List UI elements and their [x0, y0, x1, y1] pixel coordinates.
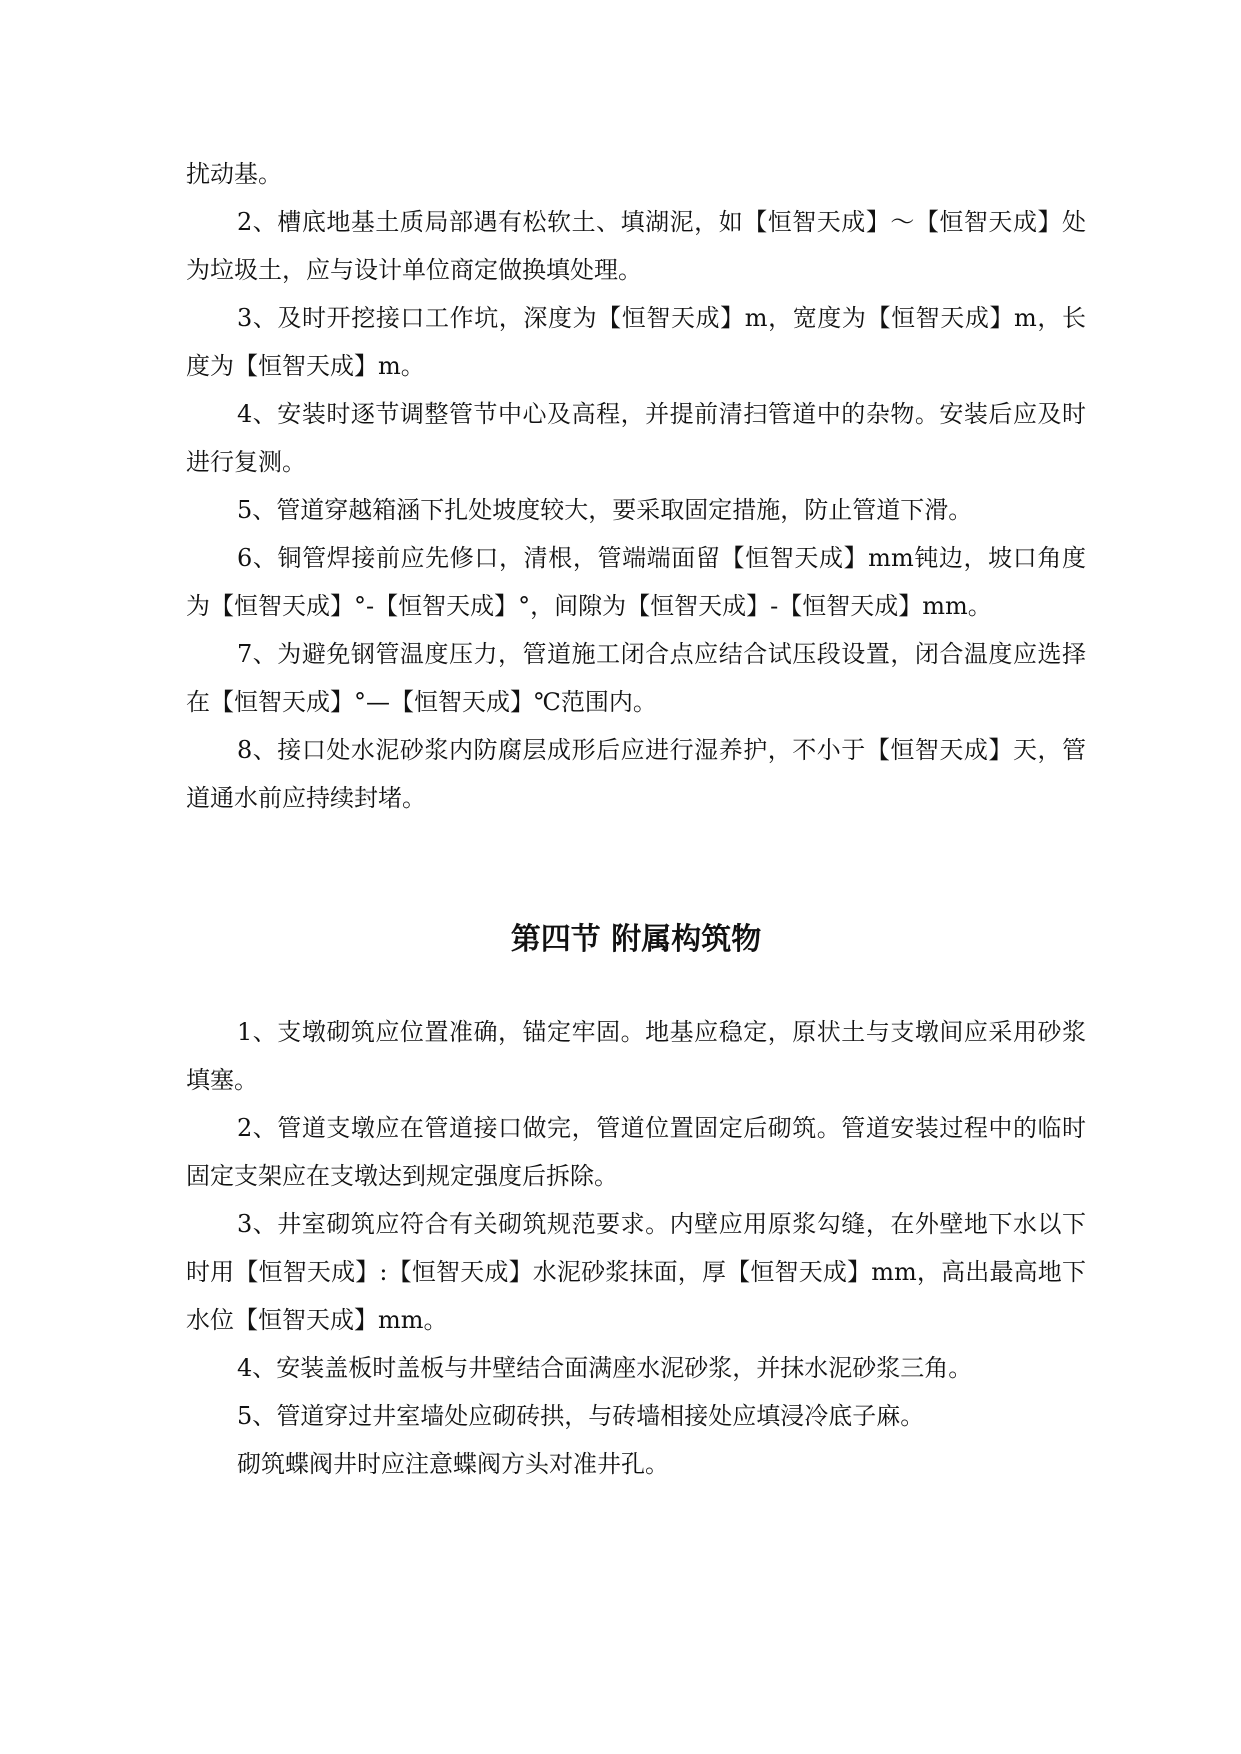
paragraph-item-4: 4、安装盖板时盖板与井壁结合面满座水泥砂浆，并抹水泥砂浆三角。: [237, 1354, 973, 1382]
document-page: [186, 150, 1086, 1488]
paragraph-item-2: 2、槽底地基土质局部遇有松软土、填湖泥，如【恒智天成】～【恒智天成】处为垃圾土，应与设计单位商定做换填处理。: [186, 208, 1086, 284]
paragraph-item-6: 6、铜管焊接前应先修口，清根，管端端面留【恒智天成】mm钝边，坡口角度为【恒智天成】°-【恒智天成】°，间隙为【恒智天成】-【恒智天成】mm。: [186, 544, 1086, 620]
paragraph-item-5: 5、管道穿越箱涵下扎处坡度较大，要采取固定措施，防止管道下滑。: [237, 496, 973, 524]
paragraph-item-1: 1、支墩砌筑应位置准确，锚定牢固。地基应稳定，原状土与支墩间应采用砂浆填塞。: [186, 1018, 1086, 1094]
paragraph-continuation: 扰动基。: [186, 160, 282, 188]
paragraph-item-7: 7、为避免钢管温度压力，管道施工闭合点应结合试压段设置，闭合温度应选择在【恒智天成】°—【恒智天成】℃范围内。: [186, 640, 1086, 716]
section-spacer: [186, 822, 1086, 916]
paragraph-item-3: 3、井室砌筑应符合有关砌筑规范要求。内壁应用原浆勾缝，在外壁地下水以下时用【恒智天成】:【恒智天成】水泥砂浆抹面，厚【恒智天成】mm，高出最高地下水位【恒智天成】mm。: [186, 1210, 1086, 1334]
paragraph-item-4: 4、安装时逐节调整管节中心及高程，并提前清扫管道中的杂物。安装后应及时进行复测。: [186, 400, 1086, 476]
paragraph-item-8: 8、接口处水泥砂浆内防腐层成形后应进行湿养护，不小于【恒智天成】天，管道通水前应持续封堵。: [186, 736, 1086, 812]
paragraph-item-3: 3、及时开挖接口工作坑，深度为【恒智天成】m，宽度为【恒智天成】m，长度为【恒智天成】m。: [186, 304, 1086, 380]
title-spacer: [186, 964, 1086, 1008]
paragraph-note: 砌筑蝶阀井时应注意蝶阀方头对准井孔。: [237, 1450, 669, 1478]
section-title: 第四节 附属构筑物: [510, 922, 762, 957]
paragraph-item-5: 5、管道穿过井室墙处应砌砖拱，与砖墙相接处应填浸冷底子麻。: [237, 1402, 925, 1430]
paragraph-item-2: 2、管道支墩应在管道接口做完，管道位置固定后砌筑。管道安装过程中的临时固定支架应在支墩达到规定强度后拆除。: [186, 1114, 1086, 1190]
